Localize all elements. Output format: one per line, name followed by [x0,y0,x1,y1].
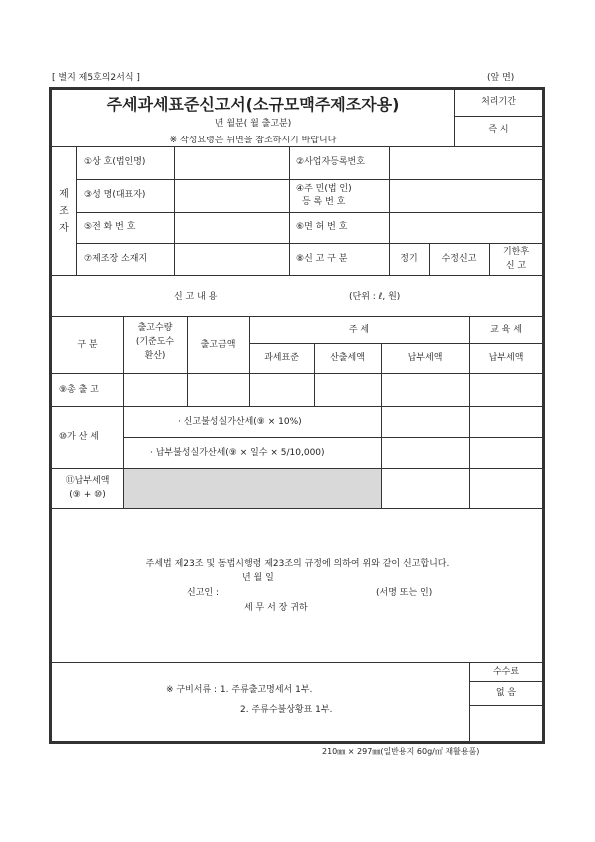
factory-address-label: ⑦제조장 소재지 [84,254,148,264]
tax-office-recipient: 세 무 서 장 귀하 [244,603,308,613]
report-content-title: 신 고 내 용 [174,292,218,302]
total-tax-base-field[interactable] [250,374,313,406]
license-number-field[interactable] [390,213,542,243]
declaration-date: 년 월 일 [242,573,274,583]
report-type-regular[interactable]: 정기 [400,254,418,264]
business-reg-number-field[interactable] [390,147,542,179]
paper-spec: 210㎜ × 297㎜(일반용지 60g/㎡ 재활용품) [322,747,480,756]
col-quantity-3: 환산) [144,351,166,361]
shaded-cell [124,469,381,508]
penalty-non-report: · 신고불성실가산세(⑨ × 10%) [178,417,302,427]
required-docs-2: 2. 주류수불상황표 1부. [240,705,333,715]
company-name-field[interactable] [175,147,288,179]
phone-label: ⑤전 화 번 호 [84,222,136,232]
report-type-late-1[interactable]: 기한후 [502,247,530,257]
reporter-field[interactable] [232,585,372,599]
resident-number-label-1: ④주 민(법 인) [296,184,352,194]
company-name-label: ①상 호(법인명) [84,157,146,167]
col-quantity-1: 출고수량 [137,323,173,333]
manufacturer-label-2: 조 [59,206,69,217]
row-payable-tax-1: ⑪납부세액 [65,476,110,486]
signature-label: (서명 또는 인) [376,588,433,598]
page-side-label: (앞 면) [487,73,515,83]
total-education-tax-field[interactable] [470,374,542,406]
manufacturer-label-1: 제 [59,189,69,200]
form-reference: [ 별지 제5호의2서식 ] [52,73,140,83]
report-period: 년 월분( 월 출고분) [214,119,292,129]
col-payable-tax: 납부세액 [407,353,443,363]
report-type-label: ⑧신 고 구 분 [296,254,348,264]
declaration-statement: 주세법 제23조 및 동법시행령 제23조의 규정에 의하여 위와 같이 신고합니다. [145,559,450,569]
payable-education-tax-field[interactable] [470,469,542,508]
business-reg-number-label: ②사업자등록번호 [296,157,365,167]
total-calculated-tax-field[interactable] [315,374,380,406]
resident-number-field[interactable] [390,180,542,212]
col-category: 구 분 [77,340,98,350]
resident-number-label-2: 등 록 번 호 [302,197,346,207]
processing-period-value: 즉 시 [488,125,509,135]
row-penalty-tax: ⑩가 산 세 [59,432,99,442]
required-docs-1: ※ 구비서류 : 1. 주류출고명세서 1부. [166,685,313,695]
col-liquor-tax: 주 세 [348,325,370,335]
payable-tax-field[interactable] [382,469,468,508]
row-total-shipment: ⑨총 출 고 [59,385,99,395]
col-education-tax: 교 육 세 [490,325,522,335]
total-quantity-field[interactable] [124,374,186,406]
fee-value: 없 음 [495,688,517,698]
penalty-non-payment-field[interactable] [382,438,468,468]
report-type-late-2: 신 고 [505,261,527,271]
total-payable-tax-field[interactable] [382,374,468,406]
representative-name-label: ③성 명(대표자) [84,190,146,200]
col-shipment-amount: 출고금액 [200,340,236,350]
col-quantity-2: (기준도수 [135,337,175,347]
unit-label: (단위 : ℓ, 원) [349,292,401,302]
form-title: 주세과세표준신고서(소규모맥주제조자용) [106,95,400,114]
representative-name-field[interactable] [175,180,288,212]
row-payable-tax-2: (⑨ + ⑩) [69,490,106,500]
penalty-non-payment: · 납부불성실가산세(⑨ × 일수 × 5/10,000) [150,448,325,458]
processing-period-label: 처리기간 [481,97,516,107]
instructions-note: ※ 작성요령은 뒤면을 참조하시기 바랍니다 [169,136,337,145]
factory-address-field[interactable] [175,244,288,275]
col-tax-base: 과세표준 [264,353,299,363]
reporter-label: 신고인 : [187,588,219,598]
report-type-amended[interactable]: 수정신고 [441,254,477,264]
phone-field[interactable] [175,213,288,243]
manufacturer-label-3: 자 [59,223,69,234]
col-education-payable: 납부세액 [488,353,524,363]
total-amount-field[interactable] [188,374,248,406]
fee-label: 수수료 [492,667,520,677]
penalty-non-report-field[interactable] [382,407,468,437]
col-calculated-tax: 산출세액 [330,353,365,363]
license-number-label: ⑥면 허 번 호 [296,222,348,232]
